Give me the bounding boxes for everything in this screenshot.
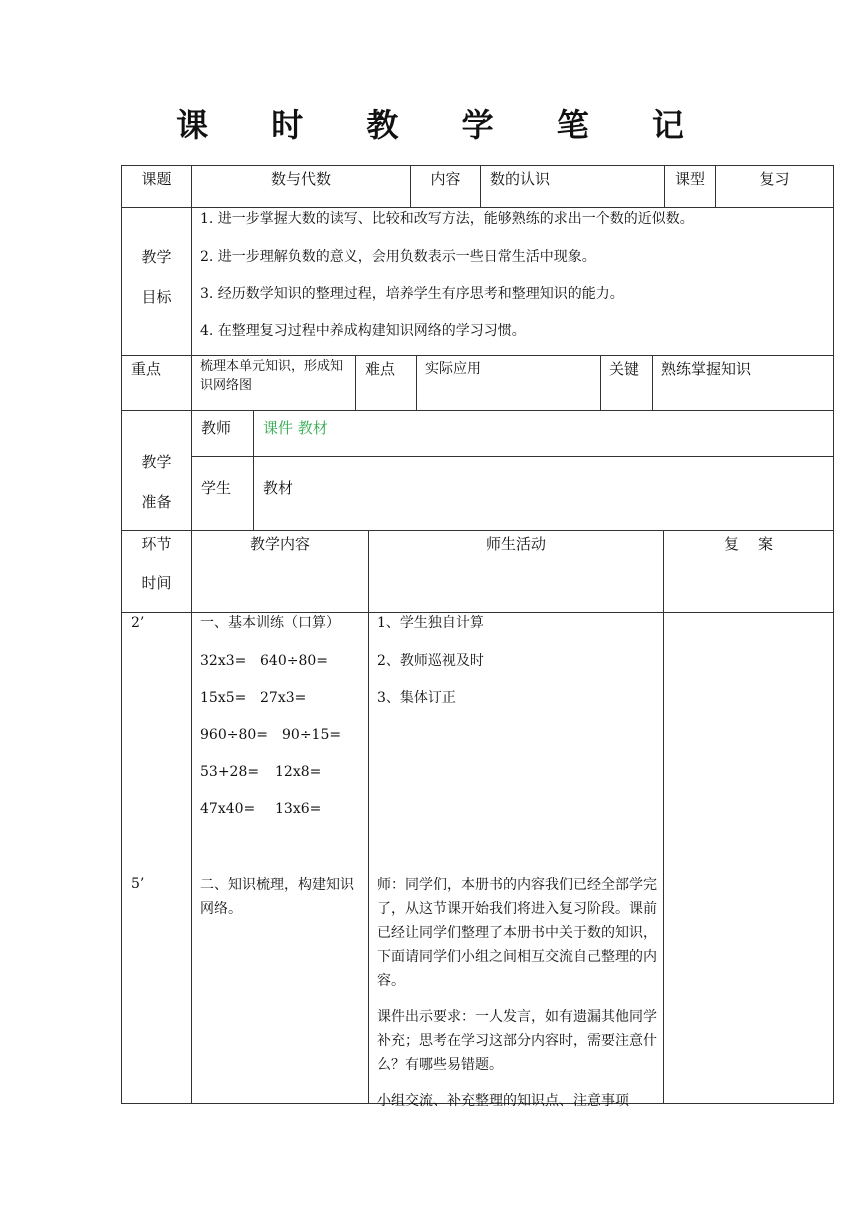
col-divider [663,530,664,1104]
activity-item: 1、学生独自计算 [377,615,484,631]
type-label: 课型 [674,170,705,188]
col-divider [600,355,601,410]
key-point-value: 梳理本单元知识，形成知识网络图 [200,359,344,393]
section2-activity [377,873,657,1125]
crux-label: 关键 [609,360,640,378]
goals-label-line1: 教学 [141,248,172,266]
difficulty-value: 实际应用 [425,361,481,377]
calc-problem: 960÷80= [200,727,268,743]
goals-label-line2: 目标 [141,288,172,306]
content-label: 内容 [430,170,461,188]
activity-header: 师生活动 [485,535,546,553]
col-divider [480,166,481,207]
prep-label-line1: 教学 [141,453,172,471]
section1-time: 2’ [131,615,145,631]
section2-time: 5’ [131,876,145,892]
col-divider [191,530,192,1104]
activity-paragraph: 小组交流、补充整理的知识点、注意事项 [377,1093,629,1109]
crux-value: 熟练掌握知识 [661,360,752,378]
goal-item: 4. 在整理复习过程中养成构建知识网络的学习习惯。 [200,323,526,339]
key-point-label: 重点 [131,360,162,378]
section1-heading: 一、基本训练（口算） [200,615,340,631]
row-divider [122,410,833,411]
calc-problem: 640÷80= [260,653,328,669]
teacher-label: 教师 [201,419,232,437]
activity-item: 3、集体订正 [377,690,456,706]
calc-problem: 90÷15= [282,727,342,743]
lesson-table [121,165,834,1109]
stage-header-line1: 环节 [141,535,172,553]
activity-paragraph: 师：同学们，本册书的内容我们已经全部学完了，从这节课开始我们将进入复习阶段。课前已经让同学们整理了本册书中关于数的知识，下面请同学们小组之间相互交流自己整理的内容。 [377,877,657,989]
goal-item: 3. 经历数学知识的整理过程，培养学生有序思考和整理知识的能力。 [200,286,624,302]
calc-problem: 32x3= [200,653,247,669]
difficulty-label: 难点 [365,360,396,378]
col-divider [191,355,192,410]
content-value: 数的认识 [490,170,551,188]
col-divider [191,410,192,530]
calc-problem: 53+28= [200,764,260,780]
topic-value: 数与代数 [270,170,331,188]
activity-item: 2、教师巡视及时 [377,653,484,669]
review-header: 复 案 [723,535,774,553]
calc-problem: 47x40= [200,801,256,817]
type-value: 复习 [759,170,790,188]
section2-heading: 二、知识梳理，构建知识网络。 [200,877,354,917]
content-header: 教学内容 [249,535,310,553]
row-divider [192,456,833,457]
calc-problem: 27x3= [260,690,307,706]
activity-paragraph: 课件出示要求：一人发言，如有遗漏其他同学补充；思考在学习这部分内容时，需要注意什么？有哪些易错题。 [377,1009,657,1073]
topic-label: 课题 [141,170,172,188]
col-divider [368,530,369,1104]
col-divider [253,410,254,530]
page-title: 课 时 教 学 笔 记 [176,106,710,144]
col-divider [191,207,192,355]
row-divider [122,530,833,531]
goal-item: 2. 进一步理解负数的意义，会用负数表示一些日常生活中现象。 [200,249,596,265]
col-divider [416,355,417,410]
row-divider [122,355,833,356]
goal-item: 1. 进一步掌握大数的读写、比较和改写方法，能够熟练的求出一个数的近似数。 [200,211,694,227]
calc-problem: 12x8= [275,764,322,780]
student-value: 教材 [263,479,294,497]
stage-header-line2: 时间 [141,574,172,592]
teacher-value: 课件 教材 [263,419,328,437]
calc-problem: 15x5= [200,690,247,706]
col-divider [652,355,653,410]
calc-problem: 13x6= [275,801,322,817]
col-divider [355,355,356,410]
prep-label-line2: 准备 [141,493,172,511]
student-label: 学生 [201,479,232,497]
